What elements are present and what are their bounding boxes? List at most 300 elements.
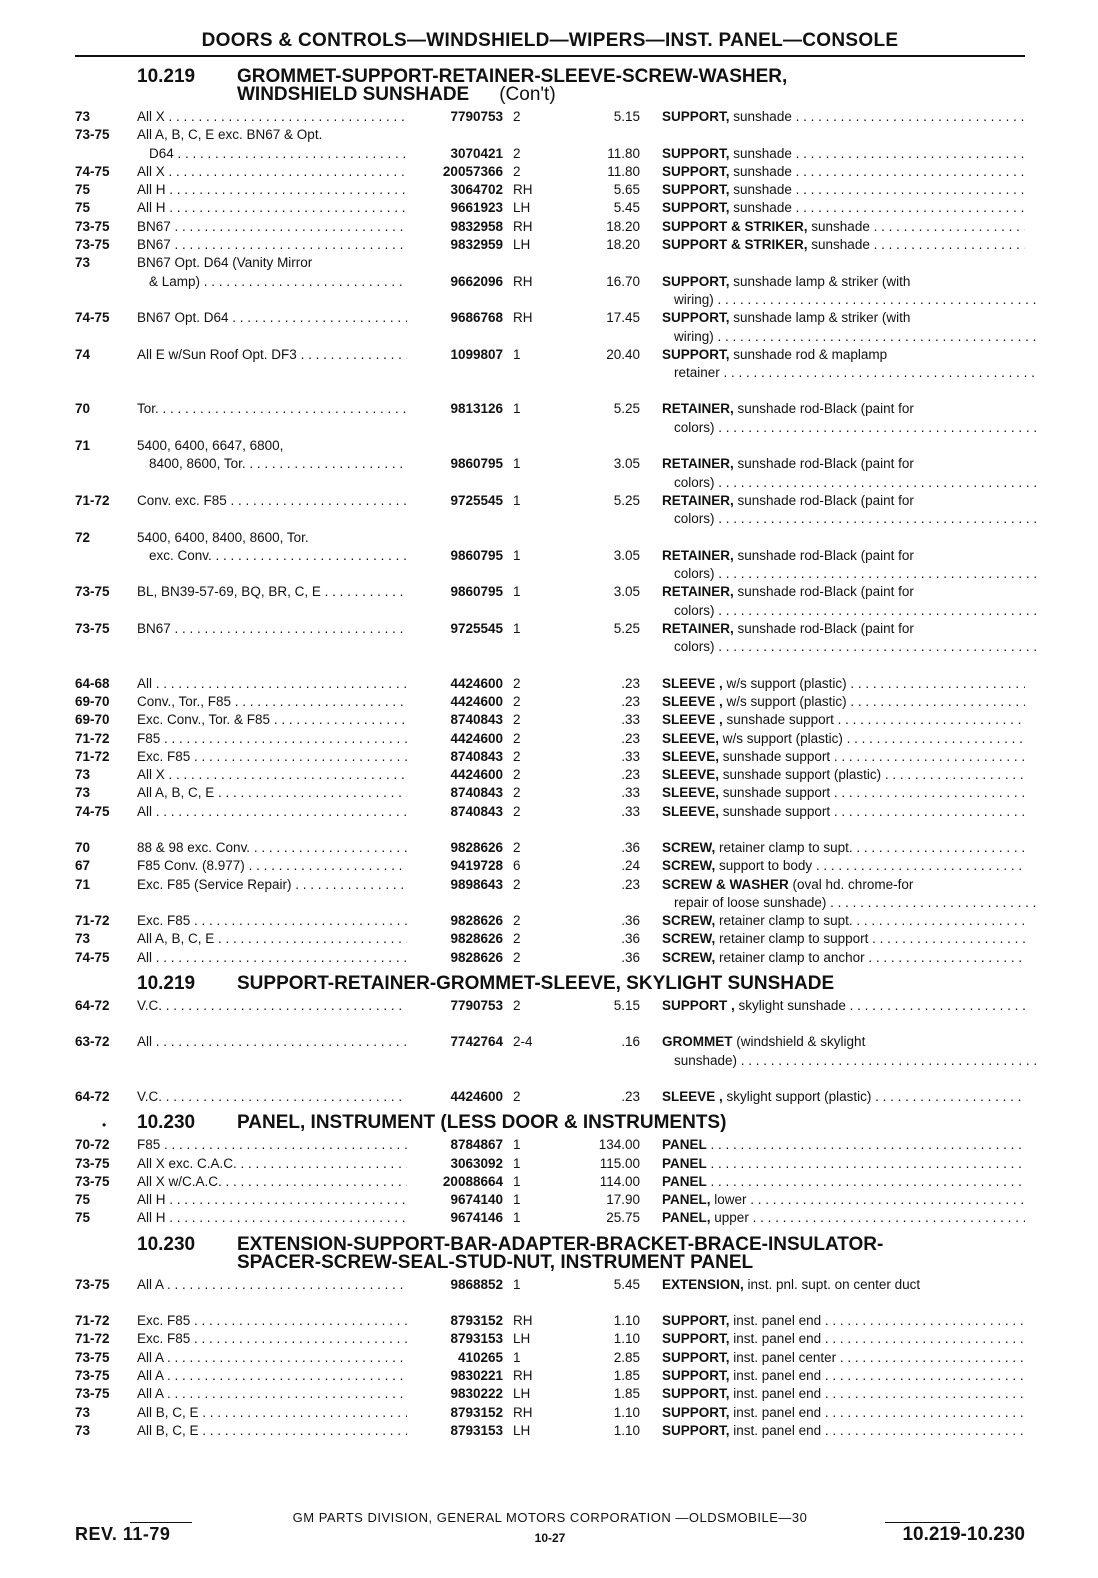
part-name: SCREW, [662, 839, 716, 855]
part-name: PANEL [662, 1155, 707, 1171]
model-years: 73 [75, 767, 91, 783]
model-years: 71-72 [75, 492, 110, 508]
model-years: 70 [75, 839, 91, 855]
part-number: 3064702 [450, 182, 503, 198]
application-text: Tor. [137, 401, 159, 417]
part-number: 8793153 [450, 1422, 503, 1438]
part-description [662, 419, 1037, 437]
part-detail: retainer clamp to supt. [719, 839, 853, 855]
quantity: LH [513, 1422, 531, 1438]
list-price: 1.85 [613, 1367, 640, 1383]
leader-dots [166, 200, 407, 215]
parts-row [75, 108, 1025, 126]
part-detail: w/s support (plastic) [722, 730, 843, 746]
model-years: 75 [75, 182, 91, 198]
quantity: 1 [513, 456, 521, 472]
application-text: All [137, 949, 153, 965]
quantity: 1 [513, 1173, 521, 1189]
part-detail: wiring) [674, 291, 714, 307]
model-years: 71-72 [75, 1331, 110, 1347]
part-description [662, 145, 1025, 163]
leader-dots [711, 1137, 1025, 1152]
section-title: GROMMET-SUPPORT-RETAINER-SLEEVE-SCREW-WASHER, [237, 66, 788, 87]
part-description [662, 1136, 1025, 1154]
part-name: SLEEVE, [662, 730, 720, 746]
list-price: .36 [621, 913, 640, 929]
part-name: SUPPORT , [662, 998, 735, 1014]
application-text: All X exc. C.A.C. [137, 1155, 237, 1171]
application [137, 930, 407, 948]
parts-row [75, 218, 1025, 236]
part-number: 9830222 [450, 1386, 503, 1402]
part-detail: inst. panel end [733, 1313, 822, 1329]
part-detail: inst. panel end [733, 1422, 822, 1438]
parts-row [75, 1385, 1025, 1403]
application-text: All A [137, 1349, 164, 1365]
list-price: 5.45 [613, 1276, 640, 1292]
list-price: .23 [621, 675, 640, 691]
part-detail: inst. panel end [733, 1404, 822, 1420]
leader-dots [711, 1156, 1025, 1171]
application [137, 1422, 407, 1440]
leader-dots [870, 237, 1025, 252]
application [137, 181, 407, 199]
part-description [662, 675, 1025, 693]
part-number: 9828626 [450, 913, 503, 929]
parts-row [75, 400, 1025, 418]
part-detail: sunshade [811, 237, 870, 253]
model-years: 73-75 [75, 1367, 110, 1383]
leader-dots [212, 548, 407, 563]
leader-dots [826, 895, 1037, 910]
part-description [662, 857, 1025, 875]
leader-dots [715, 511, 1037, 526]
part-name: SLEEVE , [662, 675, 723, 691]
quantity: 2 [513, 163, 521, 179]
application-text: All X [137, 163, 165, 179]
leader-dots [715, 475, 1037, 490]
list-price: 11.80 [607, 163, 640, 179]
part-number: 9830221 [450, 1367, 503, 1383]
leader-dots [214, 931, 407, 946]
model-years: 70 [75, 401, 91, 417]
part-name: SUPPORT, [662, 182, 730, 198]
quantity: 1 [513, 547, 521, 563]
application [137, 1173, 407, 1191]
leader-dots [715, 420, 1037, 435]
part-description [662, 547, 1025, 565]
leader-dots [737, 1053, 1037, 1068]
parts-row [75, 839, 1025, 857]
part-detail: w/s support (plastic) [726, 675, 847, 691]
model-years: 73-75 [75, 1386, 110, 1402]
part-name: SUPPORT, [662, 200, 730, 216]
section-heading [75, 1228, 1025, 1276]
application-text: BN67 Opt. D64 (Vanity Mirror [137, 255, 313, 271]
leader-dots [792, 182, 1025, 197]
leader-dots [868, 931, 1025, 946]
part-number: 9661923 [450, 200, 503, 216]
parts-row [75, 364, 1025, 382]
parts-row [75, 675, 1025, 693]
list-price: 3.05 [613, 547, 640, 563]
application-text: Exc. F85 [137, 1331, 191, 1347]
list-price: 11.80 [607, 145, 640, 161]
model-years: 75 [75, 200, 91, 216]
quantity: 6 [513, 858, 521, 874]
part-name: SLEEVE , [662, 1088, 723, 1104]
part-detail: sunshade) [674, 1052, 738, 1068]
application [137, 1367, 407, 1385]
part-name: PANEL [662, 1173, 707, 1189]
quantity: 2 [513, 998, 521, 1014]
parts-row [75, 602, 1025, 620]
leader-dots [715, 566, 1037, 581]
quantity: 2 [513, 949, 521, 965]
part-number: 7790753 [450, 109, 503, 124]
leader-dots [152, 950, 407, 965]
model-years: 71-72 [75, 1313, 110, 1329]
quantity: RH [513, 1367, 533, 1383]
list-price: .33 [621, 803, 640, 819]
leader-dots [715, 603, 1037, 618]
leader-dots [821, 1331, 1025, 1346]
leader-dots [747, 1192, 1025, 1207]
leader-dots [297, 347, 407, 362]
part-description [662, 748, 1025, 766]
parts-row [75, 565, 1025, 583]
part-description [662, 218, 1025, 236]
application-text: Conv., Tor., F85 [137, 693, 232, 709]
part-detail: sunshade support [726, 712, 834, 728]
model-years: 71 [75, 438, 91, 454]
parts-row [75, 1088, 1025, 1106]
parts-row [75, 419, 1025, 437]
part-number: 9813126 [450, 401, 503, 417]
part-number: 9860795 [450, 456, 503, 472]
parts-row [75, 236, 1025, 254]
footer-section-range: 10.219-10.230 [902, 1524, 1025, 1545]
list-price: 5.65 [613, 182, 640, 198]
application-text: All A [137, 1367, 164, 1383]
application-text: BN67 Opt. D64 [137, 310, 229, 326]
parts-row [75, 930, 1025, 948]
part-name: SLEEVE, [662, 767, 720, 783]
application [137, 583, 407, 601]
part-number: 9828626 [450, 949, 503, 965]
part-number: 1099807 [450, 346, 503, 362]
part-number: 9832959 [450, 237, 503, 253]
list-price: 18.20 [606, 218, 640, 234]
part-detail: colors) [674, 419, 715, 435]
section-number: 10.219 [137, 66, 196, 87]
parts-catalog-content [75, 60, 1025, 1440]
section-bullet: • [102, 1118, 107, 1133]
parts-row [75, 876, 1025, 894]
list-price: .24 [621, 858, 640, 874]
part-description [662, 711, 1025, 729]
quantity: RH [513, 273, 533, 289]
leader-dots [865, 950, 1025, 965]
application [137, 857, 407, 875]
quantity: LH [513, 1331, 531, 1347]
application [137, 1312, 407, 1330]
parts-row [75, 510, 1025, 528]
model-years: 74-75 [75, 310, 110, 326]
section-title-line2-text: WINDSHIELD SUNSHADE [237, 84, 470, 105]
application-text: & Lamp) [149, 273, 201, 289]
part-number: 9832958 [450, 218, 503, 234]
part-name: SCREW, [662, 858, 716, 874]
part-name: SCREW & WASHER [662, 876, 789, 892]
model-years: 70-72 [75, 1137, 110, 1153]
list-price: .36 [621, 931, 640, 947]
part-detail: sunshade rod-Black (paint for [737, 584, 914, 600]
parts-row [75, 1052, 1025, 1070]
list-price: 1.10 [613, 1422, 640, 1438]
parts-row [75, 328, 1025, 346]
part-name: SUPPORT, [662, 1349, 730, 1365]
list-price: .23 [621, 876, 640, 892]
parts-row [75, 1209, 1025, 1227]
section-title-line2-text: SPACER-SCREW-SEAL-STUD-NUT, INSTRUMENT PANEL [237, 1251, 754, 1273]
application-text: V.C. [137, 1088, 163, 1104]
application [137, 529, 407, 547]
application [137, 547, 407, 565]
part-description [662, 309, 1025, 327]
application-text: All A, B, C, E [137, 931, 215, 947]
part-number: 9674140 [450, 1192, 503, 1208]
leader-dots [821, 1313, 1025, 1328]
application-text: BN67 [137, 237, 171, 253]
quantity: 2 [513, 876, 521, 892]
leader-dots [163, 1277, 407, 1292]
leader-dots [152, 1034, 407, 1049]
section-number: 10.230 [137, 1233, 196, 1255]
section-number: 10.230 [137, 1112, 196, 1134]
quantity: 2 [513, 803, 521, 819]
footer-page-number: 10-27 [534, 1531, 566, 1545]
application [137, 876, 407, 894]
part-number: 9686768 [450, 310, 503, 326]
application-text: Exc. F85 [137, 913, 191, 929]
part-description [662, 455, 1025, 473]
part-number: 3063092 [450, 1155, 503, 1171]
application-text: Exc. F85 [137, 1313, 191, 1329]
leader-dots [881, 767, 1025, 782]
application-text: Exc. F85 [137, 748, 191, 764]
leader-dots [171, 237, 407, 252]
part-detail: inst. panel end [733, 1367, 822, 1383]
list-price: 18.20 [606, 237, 640, 253]
list-price: 1.10 [613, 1331, 640, 1347]
application [137, 1033, 407, 1051]
leader-dots [165, 767, 407, 782]
list-price: 5.25 [613, 492, 640, 508]
part-detail: sunshade [733, 163, 792, 179]
parts-row [75, 711, 1025, 729]
list-price: 1.85 [613, 1386, 640, 1402]
part-name: SUPPORT, [662, 1422, 730, 1438]
part-name: RETAINER, [662, 456, 734, 472]
application-text: Conv. exc. F85 [137, 492, 227, 508]
application [137, 346, 407, 364]
part-description [662, 1033, 1025, 1051]
part-number: 8793152 [450, 1313, 503, 1329]
quantity: 2 [513, 839, 521, 855]
part-description [662, 181, 1025, 199]
part-description [662, 602, 1037, 620]
leader-dots [834, 712, 1025, 727]
application [137, 145, 407, 163]
leader-dots [847, 694, 1025, 709]
parts-row [75, 346, 1025, 364]
quantity: RH [513, 182, 533, 198]
parts-row [75, 1312, 1025, 1330]
part-name: PANEL, [662, 1210, 711, 1226]
model-years: 63-72 [75, 1034, 110, 1050]
parts-row [75, 199, 1025, 217]
part-detail: colors) [674, 602, 715, 618]
leader-dots [245, 858, 407, 873]
part-number: 8793152 [450, 1404, 503, 1420]
quantity: 2 [513, 1088, 521, 1104]
list-price: 5.15 [613, 998, 640, 1014]
list-price: .36 [621, 839, 640, 855]
leader-dots [870, 219, 1025, 234]
application [137, 711, 407, 729]
parts-row [75, 455, 1025, 473]
application [137, 1330, 407, 1348]
leader-dots [847, 676, 1025, 691]
leader-dots [174, 146, 407, 161]
section-title-line2 [237, 86, 1025, 104]
quantity: 2 [513, 767, 521, 783]
part-number: 9725545 [450, 621, 503, 637]
footer-division: GM PARTS DIVISION, GENERAL MOTORS CORPORATION —OLDSMOBILE—30 [292, 1510, 808, 1525]
row-spacer [75, 1070, 1025, 1088]
part-name: SUPPORT, [662, 273, 730, 289]
application [137, 218, 407, 236]
part-number: 8740843 [450, 785, 503, 801]
list-price: 5.25 [613, 401, 640, 417]
model-years: 67 [75, 858, 91, 874]
part-name: SUPPORT, [662, 1386, 730, 1402]
application-text: All [137, 1034, 153, 1050]
part-number: 3070421 [450, 145, 503, 161]
leader-dots [821, 1386, 1025, 1401]
part-description [662, 273, 1025, 291]
leader-dots [853, 840, 1025, 855]
application [137, 199, 407, 217]
leader-dots [190, 749, 407, 764]
list-price: .36 [621, 949, 640, 965]
part-name: SCREW, [662, 931, 716, 947]
part-description [662, 1209, 1025, 1227]
parts-row [75, 1276, 1025, 1294]
part-name: SCREW, [662, 913, 716, 929]
section-heading [75, 1106, 1025, 1136]
part-detail: retainer [674, 365, 720, 381]
parts-row [75, 474, 1025, 492]
application [137, 163, 407, 181]
model-years: 73-75 [75, 584, 110, 600]
model-years: 73 [75, 1422, 91, 1438]
part-number: 9898643 [450, 876, 503, 892]
part-name: SUPPORT & STRIKER, [662, 237, 808, 253]
leader-dots [227, 493, 407, 508]
part-description [662, 510, 1037, 528]
part-detail: sunshade rod-Black (paint for [737, 621, 914, 637]
list-price: 134.00 [598, 1137, 640, 1153]
application-text: 5400, 6400, 8400, 8600, Tor. [137, 529, 309, 545]
application [137, 803, 407, 821]
part-number: 4424600 [450, 767, 503, 783]
parts-row [75, 1191, 1025, 1209]
part-name: SUPPORT, [662, 1331, 730, 1347]
part-description [662, 1330, 1025, 1348]
part-detail: inst. panel end [733, 1331, 822, 1347]
leader-dots [246, 456, 407, 471]
part-description [662, 930, 1025, 948]
quantity: LH [513, 237, 531, 253]
leader-dots [853, 913, 1025, 928]
leader-dots [292, 877, 407, 892]
quantity: 1 [513, 1276, 521, 1292]
section-continued-label: (Con't) [499, 84, 556, 105]
part-description [662, 1367, 1025, 1385]
leader-dots [821, 1368, 1025, 1383]
application-text: 8400, 8600, Tor. [149, 456, 246, 472]
model-years: 73 [75, 109, 91, 124]
leader-dots [199, 1405, 407, 1420]
part-description [662, 1088, 1025, 1106]
list-price: 2.85 [613, 1349, 640, 1365]
application [137, 997, 407, 1015]
list-price: .33 [621, 785, 640, 801]
section-heading [75, 60, 1025, 108]
application-text: BL, BN39-57-69, BQ, BR, C, E [137, 584, 321, 600]
part-description [662, 400, 1025, 418]
part-description [662, 620, 1025, 638]
application-text: D64 [149, 145, 174, 161]
list-price: 16.70 [606, 273, 640, 289]
part-detail: sunshade rod & maplamp [733, 346, 888, 362]
leader-dots [714, 292, 1037, 307]
part-detail: sunshade lamp & striker (with [733, 273, 911, 289]
parts-row [75, 894, 1025, 912]
model-years: 74-75 [75, 949, 110, 965]
part-detail: (oval hd. chrome-for [792, 876, 914, 892]
part-name: PANEL, [662, 1192, 711, 1208]
parts-row [75, 638, 1025, 656]
part-description [662, 291, 1037, 309]
parts-row [75, 784, 1025, 802]
leader-dots [812, 858, 1025, 873]
list-price: 20.40 [606, 346, 640, 362]
part-description [662, 1276, 1025, 1294]
list-price: .33 [621, 748, 640, 764]
part-name: SLEEVE, [662, 748, 720, 764]
application [137, 748, 407, 766]
application-text: All X [137, 767, 165, 783]
application [137, 126, 407, 144]
part-number: 9828626 [450, 839, 503, 855]
leader-dots [830, 749, 1025, 764]
part-number: 8740843 [450, 712, 503, 728]
parts-row [75, 126, 1025, 144]
quantity: 2 [513, 748, 521, 764]
